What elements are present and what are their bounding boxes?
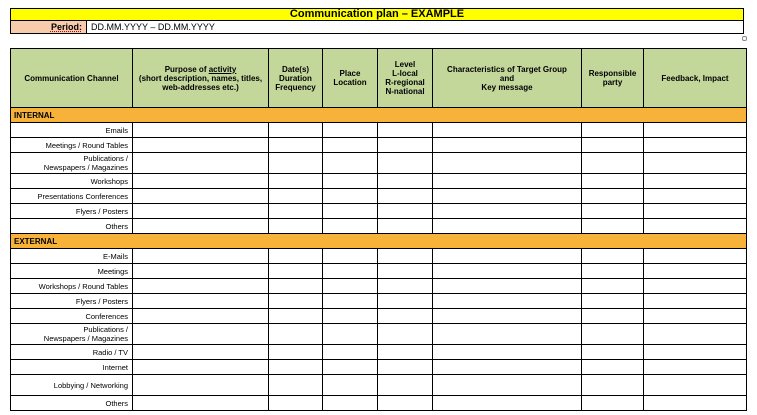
table-cell[interactable] xyxy=(378,204,433,219)
table-cell[interactable] xyxy=(433,279,582,294)
table-cell[interactable] xyxy=(323,204,378,219)
table-cell[interactable] xyxy=(133,153,269,174)
table-cell[interactable] xyxy=(378,174,433,189)
table-cell[interactable] xyxy=(644,174,747,189)
col-level: Level L-local R-regional N-national xyxy=(378,49,433,108)
table-cell[interactable] xyxy=(323,189,378,204)
table-cell[interactable] xyxy=(269,153,323,174)
period-value[interactable]: DD.MM.YYYY – DD.MM.YYYY xyxy=(91,22,215,32)
col-purpose: Purpose of activity (short description, names, titles, web-addresses etc.) xyxy=(133,49,269,108)
table-cell[interactable] xyxy=(433,309,582,324)
table-cell[interactable] xyxy=(269,309,323,324)
table-cell[interactable] xyxy=(378,360,433,375)
col-responsible: Responsible party xyxy=(582,49,644,108)
table-cell[interactable] xyxy=(323,249,378,264)
table-row xyxy=(11,138,747,153)
table-cell[interactable] xyxy=(269,138,323,153)
table-cell[interactable] xyxy=(582,204,644,219)
table-row xyxy=(11,279,747,294)
table-cell[interactable] xyxy=(644,219,747,234)
table-cell[interactable] xyxy=(582,138,644,153)
resize-handle-icon xyxy=(742,36,747,41)
table-cell[interactable] xyxy=(378,219,433,234)
table-cell[interactable] xyxy=(644,309,747,324)
table-cell[interactable] xyxy=(433,396,582,411)
col-place: Place Location xyxy=(323,49,378,108)
table-cell[interactable] xyxy=(323,264,378,279)
table-cell[interactable] xyxy=(433,324,582,345)
table-cell[interactable] xyxy=(323,174,378,189)
table-row xyxy=(11,264,747,279)
table-cell[interactable] xyxy=(582,360,644,375)
table-cell[interactable] xyxy=(378,375,433,396)
table-cell[interactable] xyxy=(269,345,323,360)
table-row xyxy=(11,309,747,324)
table-cell[interactable] xyxy=(582,324,644,345)
table-cell[interactable] xyxy=(582,174,644,189)
table-cell[interactable] xyxy=(133,360,269,375)
table-cell[interactable] xyxy=(323,396,378,411)
table-cell[interactable] xyxy=(133,279,269,294)
table-cell[interactable] xyxy=(644,279,747,294)
channel-label: Conferences xyxy=(11,309,133,324)
table-header-row xyxy=(11,49,747,108)
table-cell[interactable] xyxy=(378,264,433,279)
table-row xyxy=(11,375,747,396)
table-cell[interactable] xyxy=(323,279,378,294)
table-row xyxy=(11,219,747,234)
table-cell[interactable] xyxy=(269,123,323,138)
table-row xyxy=(11,345,747,360)
table-cell[interactable] xyxy=(133,375,269,396)
table-cell[interactable] xyxy=(378,153,433,174)
table-row xyxy=(11,153,747,174)
channel-label: Workshops xyxy=(11,174,133,189)
table-cell[interactable] xyxy=(378,324,433,345)
table-cell[interactable] xyxy=(433,249,582,264)
channel-label: Workshops / Round Tables xyxy=(11,279,133,294)
table-row xyxy=(11,360,747,375)
table-cell[interactable] xyxy=(323,309,378,324)
channel-label: Meetings xyxy=(11,264,133,279)
table-cell[interactable] xyxy=(323,153,378,174)
table-cell[interactable] xyxy=(644,153,747,174)
channel-label: Flyers / Posters xyxy=(11,204,133,219)
table-cell[interactable] xyxy=(323,324,378,345)
table-cell[interactable] xyxy=(433,189,582,204)
table-cell[interactable] xyxy=(269,324,323,345)
table-cell[interactable] xyxy=(582,279,644,294)
table-cell[interactable] xyxy=(378,279,433,294)
table-cell[interactable] xyxy=(433,264,582,279)
table-cell[interactable] xyxy=(323,123,378,138)
table-cell[interactable] xyxy=(269,294,323,309)
table-cell[interactable] xyxy=(378,138,433,153)
table-cell[interactable] xyxy=(269,360,323,375)
table-cell[interactable] xyxy=(582,249,644,264)
col-dates: Date(s) Duration Frequency xyxy=(269,49,323,108)
table-cell[interactable] xyxy=(133,294,269,309)
table-row xyxy=(11,174,747,189)
table-cell[interactable] xyxy=(133,204,269,219)
channel-label: E-Mails xyxy=(11,249,133,264)
channel-label: Internet xyxy=(11,360,133,375)
table-cell[interactable] xyxy=(133,219,269,234)
table-cell[interactable] xyxy=(644,375,747,396)
table-cell[interactable] xyxy=(269,396,323,411)
table-cell[interactable] xyxy=(582,345,644,360)
table-cell[interactable] xyxy=(378,345,433,360)
table-cell[interactable] xyxy=(133,309,269,324)
table-cell[interactable] xyxy=(133,396,269,411)
table-cell[interactable] xyxy=(269,279,323,294)
communication-plan-table xyxy=(10,48,747,411)
table-cell[interactable] xyxy=(433,360,582,375)
table-cell[interactable] xyxy=(323,138,378,153)
plan-title: Communication plan – EXAMPLE xyxy=(10,8,744,21)
channel-label: Presentations Conferences xyxy=(11,189,133,204)
channel-label: Meetings / Round Tables xyxy=(11,138,133,153)
table-cell[interactable] xyxy=(378,309,433,324)
table-cell[interactable] xyxy=(378,189,433,204)
table-cell[interactable] xyxy=(582,219,644,234)
table-cell[interactable] xyxy=(133,345,269,360)
table-cell[interactable] xyxy=(269,204,323,219)
channel-label: Publications / Newspapers / Magazines xyxy=(11,324,133,345)
table-cell[interactable] xyxy=(323,345,378,360)
col-channel: Communication Channel xyxy=(11,49,133,108)
table-cell[interactable] xyxy=(269,219,323,234)
table-row xyxy=(11,204,747,219)
channel-label: Radio / TV xyxy=(11,345,133,360)
table-cell[interactable] xyxy=(582,375,644,396)
table-cell[interactable] xyxy=(133,138,269,153)
col-target-group: Characteristics of Target Group and Key message xyxy=(433,49,582,108)
table-cell[interactable] xyxy=(582,309,644,324)
channel-label: Emails xyxy=(11,123,133,138)
table-cell[interactable] xyxy=(133,324,269,345)
table-row xyxy=(11,294,747,309)
table-row xyxy=(11,249,747,264)
table-cell[interactable] xyxy=(269,249,323,264)
table-cell[interactable] xyxy=(378,123,433,138)
table-cell[interactable] xyxy=(644,294,747,309)
table-cell[interactable] xyxy=(582,189,644,204)
channel-label: Publications / Newspapers / Magazines xyxy=(11,153,133,174)
table-row xyxy=(11,123,747,138)
table-cell[interactable] xyxy=(133,264,269,279)
table-cell[interactable] xyxy=(378,396,433,411)
col-feedback: Feedback, Impact xyxy=(644,49,747,108)
channel-label: Others xyxy=(11,396,133,411)
table-cell[interactable] xyxy=(644,360,747,375)
section-internal: INTERNAL xyxy=(11,108,747,123)
table-cell[interactable] xyxy=(133,249,269,264)
table-cell[interactable] xyxy=(644,396,747,411)
table-cell[interactable] xyxy=(323,375,378,396)
table-row xyxy=(11,396,747,411)
table-cell[interactable] xyxy=(323,360,378,375)
table-cell[interactable] xyxy=(644,345,747,360)
channel-label: Others xyxy=(11,219,133,234)
table-cell[interactable] xyxy=(433,204,582,219)
table-cell[interactable] xyxy=(378,249,433,264)
table-cell[interactable] xyxy=(644,324,747,345)
table-cell[interactable] xyxy=(269,375,323,396)
table-cell[interactable] xyxy=(582,153,644,174)
table-cell[interactable] xyxy=(433,174,582,189)
table-cell[interactable] xyxy=(644,123,747,138)
table-cell[interactable] xyxy=(433,294,582,309)
table-cell[interactable] xyxy=(644,138,747,153)
table-cell[interactable] xyxy=(582,396,644,411)
channel-label: Flyers / Posters xyxy=(11,294,133,309)
table-cell[interactable] xyxy=(433,153,582,174)
table-cell[interactable] xyxy=(644,249,747,264)
table-cell[interactable] xyxy=(133,123,269,138)
channel-label: Lobbying / Networking xyxy=(11,375,133,396)
table-cell[interactable] xyxy=(433,375,582,396)
table-cell[interactable] xyxy=(133,174,269,189)
table-row xyxy=(11,324,747,345)
table-cell[interactable] xyxy=(644,204,747,219)
table-row xyxy=(11,189,747,204)
table-cell[interactable] xyxy=(644,264,747,279)
table-cell[interactable] xyxy=(133,189,269,204)
table-cell[interactable] xyxy=(582,123,644,138)
period-label: Period: xyxy=(11,21,87,33)
section-external: EXTERNAL xyxy=(11,234,747,249)
table-cell[interactable] xyxy=(433,345,582,360)
table-cell[interactable] xyxy=(323,219,378,234)
table-cell[interactable] xyxy=(433,123,582,138)
table-cell[interactable] xyxy=(269,189,323,204)
table-cell[interactable] xyxy=(644,189,747,204)
table-cell[interactable] xyxy=(323,294,378,309)
table-cell[interactable] xyxy=(378,294,433,309)
table-cell[interactable] xyxy=(269,174,323,189)
period-row xyxy=(10,21,744,34)
table-cell[interactable] xyxy=(582,294,644,309)
table-cell[interactable] xyxy=(269,264,323,279)
table-cell[interactable] xyxy=(582,264,644,279)
table-cell[interactable] xyxy=(433,138,582,153)
table-cell[interactable] xyxy=(433,219,582,234)
